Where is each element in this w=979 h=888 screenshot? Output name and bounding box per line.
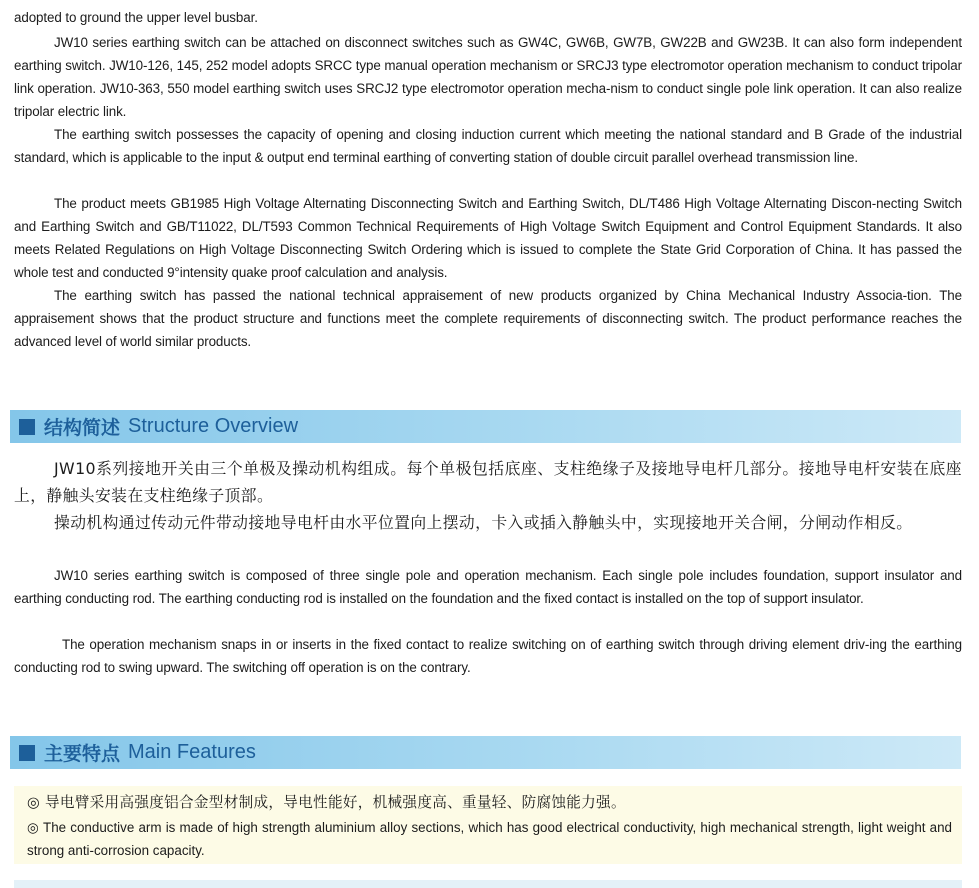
structure-title-en: Structure Overview bbox=[128, 415, 299, 437]
feature-item-en: ◎ The conductive arm is made of high strength aluminium alloy sections, which has good electrical conductivity, high mechanical strength, light weight and strong anti-corrosion capacity. bbox=[27, 820, 952, 858]
features-section-header bbox=[10, 736, 961, 769]
features-title-cn: 主要特点 bbox=[44, 743, 121, 765]
structure-cn-paragraph-2: 操动机构通过传动元件带动接地导电杆由水平位置向上摆动，卡入或插入静触头中，实现接地开关合闸，分闸动作相反。 bbox=[54, 513, 913, 532]
square-bullet-icon bbox=[19, 419, 35, 435]
structure-title-cn: 结构简述 bbox=[44, 417, 121, 439]
intro-paragraph-1: JW10 series earthing switch can be attached on disconnect switches such as GW4C, GW6B, GW7B, GW22B and GW23B. It can also form independent earthing switch. JW10-126, 145, 252 model adopts SRCC type manual operation mechanism or SRCJ3 type electromotor operation mechanism to conduct tripolar link operation. JW10-363, 550 model earthing switch uses SRCJ2 type electromotor operation mecha-nism to conduct single pole link operation. It can also realize tripolar electric link. bbox=[14, 35, 962, 119]
intro-paragraph-4: The earthing switch has passed the national technical appraisement of new products organized by China Mechanical Industry Associa-tion. The appraisement shows that the product structure and functions meet the complete requirements of disconnecting switch. The product performance reaches the advanced level of world similar products. bbox=[14, 288, 962, 349]
intro-paragraph-0: adopted to ground the upper level busbar. bbox=[14, 10, 258, 25]
feature-item bbox=[14, 786, 962, 864]
next-feature-box-edge bbox=[14, 880, 962, 888]
structure-en-paragraph-2: The operation mechanism snaps in or inserts in the fixed contact to realize switching on of earthing switch through driving element driv-ing the earthing conducting rod to swing upward. The switching off operation is on the contrary. bbox=[14, 637, 962, 675]
structure-section-header bbox=[10, 410, 961, 443]
intro-paragraph-2: The earthing switch possesses the capacity of opening and closing induction current which meeting the national standard and B Grade of the industrial standard, which is applicable to the input & output end terminal earthing of converting station of double circuit parallel overhead transmission line. bbox=[14, 127, 962, 165]
structure-cn-paragraph-1: JW10系列接地开关由三个单极及操动机构组成。每个单极包括底座、支柱绝缘子及接地导电杆几部分。接地导电杆安装在底座上，静触头安装在支柱绝缘子顶部。 bbox=[14, 459, 962, 505]
feature-item-cn: ◎ 导电臂采用高强度铝合金型材制成，导电性能好，机械强度高、重量轻、防腐蚀能力强。 bbox=[27, 794, 626, 811]
features-title-en: Main Features bbox=[128, 741, 256, 763]
intro-paragraph-3: The product meets GB1985 High Voltage Alternating Disconnecting Switch and Earthing Switch, DL/T486 High Voltage Alternating Discon-necting Switch and Earthing Switch and GB/T11022, DL/T593 Common Technical Requirements of High Voltage Switch Equipment and Control Equipment Standards. It also meets Related Regulations on High Voltage Disconnecting Switch Ordering which is issued to complete the State Grid Corporation of China. It has passed the whole test and conducted 9°intensity quake proof calculation and analysis. bbox=[14, 196, 962, 280]
structure-en-paragraph-1: JW10 series earthing switch is composed of three single pole and operation mechanism. Each single pole includes foundation, support insulator and earthing conducting rod. The earthing conducting rod is installed on the foundation and the fixed contact is installed on the top of support insulator. bbox=[14, 568, 962, 606]
square-bullet-icon bbox=[19, 745, 35, 761]
